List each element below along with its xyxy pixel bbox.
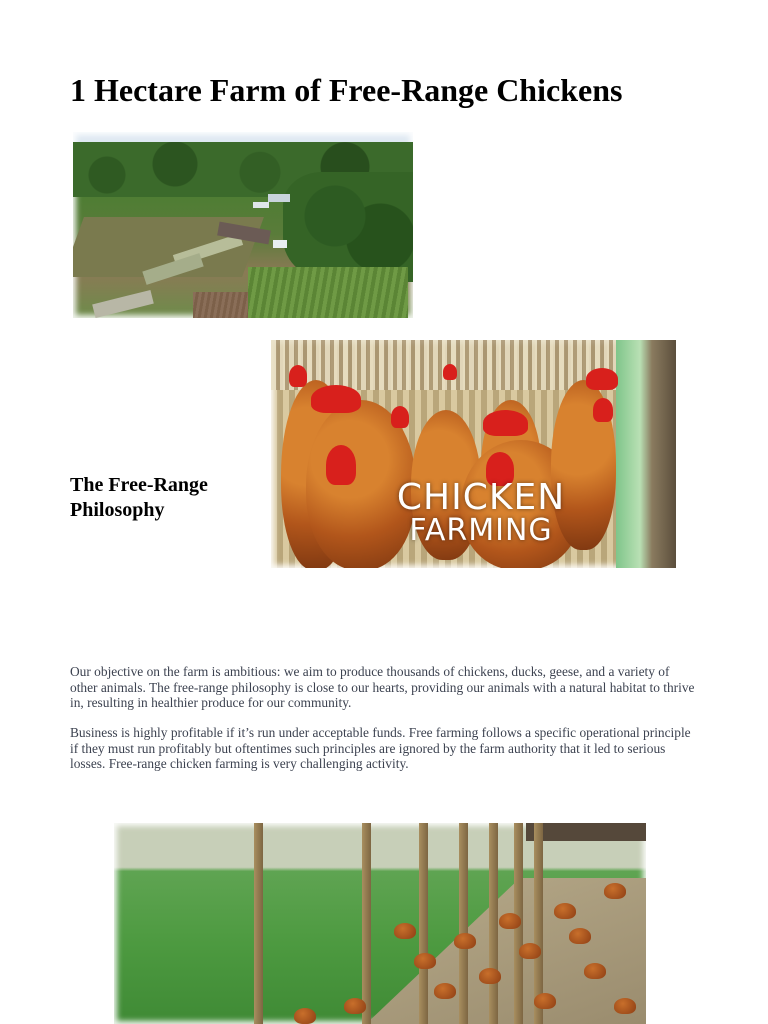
chicken-barn-photo: [114, 823, 646, 1024]
hen-wattle: [326, 445, 356, 485]
hen: [554, 903, 576, 919]
hen: [519, 943, 541, 959]
hen-comb: [311, 385, 361, 413]
section-heading-line2: Philosophy: [70, 499, 165, 521]
barn-floor: [366, 878, 646, 1024]
barn-roof: [526, 823, 646, 841]
farm-building: [273, 240, 287, 248]
hen: [454, 933, 476, 949]
hen-comb: [289, 365, 307, 387]
paddy-plot: [92, 290, 154, 318]
barn-post: [489, 823, 498, 1024]
hen-comb: [443, 364, 457, 380]
paragraph-business: Business is highly profitable if it’s run under acceptable funds. Free farming follows a specific operational principle if they must run profitably but oftentimes such principles are ignored by the farm authority that it led to serious losses. Free-range chicken farming is very challenging activity.: [70, 725, 691, 772]
hen: [614, 998, 636, 1014]
hen: [294, 1008, 316, 1024]
farm-building: [253, 202, 269, 208]
hen: [344, 998, 366, 1014]
page-title: 1 Hectare Farm of Free-Range Chickens: [70, 72, 623, 108]
hen: [534, 993, 556, 1009]
paragraph-objective: Our objective on the farm is ambitious: we aim to produce thousands of chickens, ducks, geese, and a variety of other animals. The free-range philosophy is close to our hearts, providing our animals with a natural habitat to thrive in, resulting in healthier produce for our community.: [70, 664, 695, 711]
hen-comb: [391, 406, 409, 428]
chicken-farming-overlay: [391, 477, 571, 548]
hen: [499, 913, 521, 929]
chicken-farming-photo: [271, 340, 676, 568]
hen: [479, 968, 501, 984]
hen: [604, 883, 626, 899]
section-heading: [70, 473, 260, 523]
aerial-farm-photo: [73, 132, 413, 318]
barn-post: [254, 823, 263, 1024]
hen-comb: [586, 368, 618, 390]
palm-trees: [283, 172, 413, 282]
hen: [434, 983, 456, 999]
coop-wall: [616, 340, 676, 568]
overlay-line1: CHICKEN: [396, 477, 566, 518]
hen: [584, 963, 606, 979]
barn-post: [419, 823, 428, 1024]
hen: [394, 923, 416, 939]
section-heading-line1: The Free-Range: [70, 474, 208, 496]
barn-post: [459, 823, 468, 1024]
overlay-line2: FARMING: [409, 513, 553, 548]
hen: [569, 928, 591, 944]
barn-post: [362, 823, 371, 1024]
hen: [414, 953, 436, 969]
farm-building: [268, 194, 290, 202]
crop-rows: [248, 267, 408, 318]
hen-wattle: [593, 398, 613, 422]
hen-comb: [483, 410, 528, 436]
